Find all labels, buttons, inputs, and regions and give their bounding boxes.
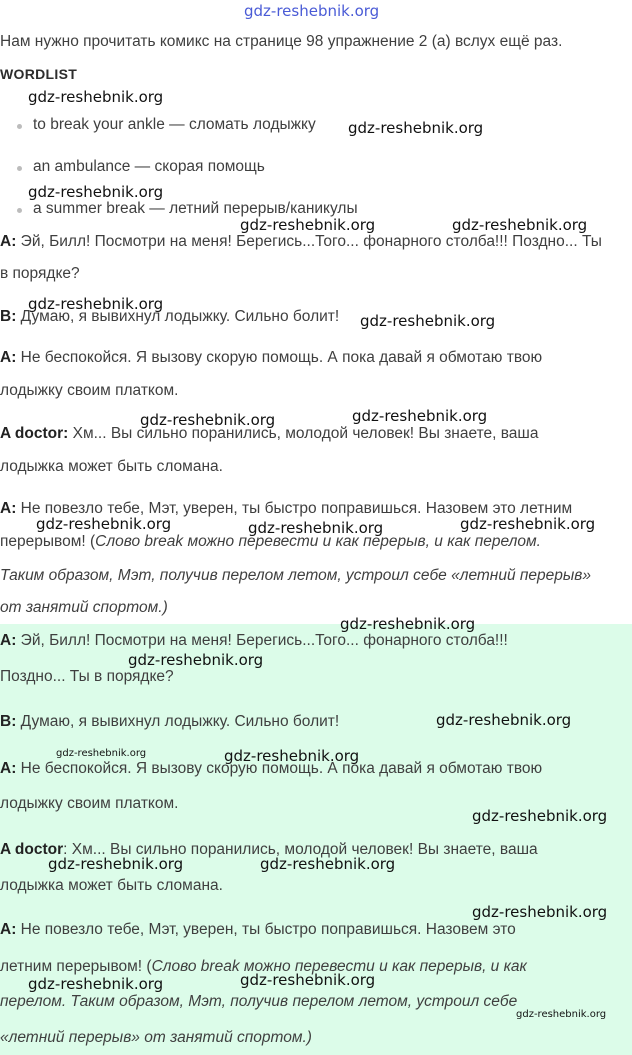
watermark: gdz-reshebnik.org xyxy=(516,1009,607,1020)
watermark: gdz-reshebnik.org xyxy=(28,975,164,993)
watermark: gdz-reshebnik.org xyxy=(460,515,596,533)
wordlist-item-2: an ambulance — скорая помощь xyxy=(33,158,265,175)
wordlist-heading: WORDLIST xyxy=(0,66,78,82)
dialogue1-doctor-line2: лодыжка может быть сломана. xyxy=(0,458,223,475)
line-text: Эй, Билл! Посмотри на меня! Берегись...Того... фонарного столба!!! Поздно... Ты xyxy=(20,233,602,250)
dialogue1-a3-line3: Таким образом, Мэт, получив перелом летом, устроил себе «летний перерыв» xyxy=(0,567,592,584)
watermark: gdz-reshebnik.org xyxy=(140,411,276,429)
dialogue1-a2-line1 xyxy=(0,349,542,367)
watermark: gdz-reshebnik.org xyxy=(240,216,376,234)
dialogue2-a3-line1 xyxy=(0,921,516,939)
line-text: Эй, Билл! Посмотри на меня! Берегись...Того... фонарного столба!!! xyxy=(20,632,508,649)
line-text: Не повезло тебе, Мэт, уверен, ты быстро поправишься. Назовем это xyxy=(20,921,516,938)
wordlist-item-3: a summer break — летний перерыв/каникулы xyxy=(33,200,358,217)
dialogue1-a2-line2: лодыжку своим платком. xyxy=(0,382,179,399)
speaker-label: A doctor xyxy=(0,841,64,858)
watermark: gdz-reshebnik.org xyxy=(56,748,147,759)
watermark: gdz-reshebnik.org xyxy=(248,519,384,537)
watermark: gdz-reshebnik.org xyxy=(352,407,488,425)
speaker-label: B: xyxy=(0,713,17,730)
speaker-label: A: xyxy=(0,500,17,517)
watermark: gdz-reshebnik.org xyxy=(340,615,476,633)
watermark: gdz-reshebnik.org xyxy=(128,651,264,669)
speaker-label: A doctor: xyxy=(0,425,69,442)
line-text: Думаю, я вывихнул лодыжку. Сильно болит! xyxy=(20,308,340,325)
speaker-colon: : xyxy=(63,841,68,858)
watermark: gdz-reshebnik.org xyxy=(472,903,608,921)
line-text: Хм... Вы сильно поранились, молодой человек! Вы знаете, ваша xyxy=(72,425,539,442)
line-text: Не беспокойся. Я вызову скорую помощь. А пока давай я обмотаю твою xyxy=(20,349,543,366)
watermark: gdz-reshebnik.org xyxy=(28,88,164,106)
dialogue2-b1 xyxy=(0,713,339,731)
watermark: gdz-reshebnik.org xyxy=(360,312,496,330)
dialogue1-a1-line2: в порядке? xyxy=(0,265,80,282)
watermark: gdz-reshebnik.org xyxy=(436,711,572,729)
speaker-label: A: xyxy=(0,921,17,938)
dialogue1-a3-line4: от занятий спортом.) xyxy=(0,599,168,616)
speaker-label: A: xyxy=(0,632,17,649)
watermark: gdz-reshebnik.org xyxy=(28,295,164,313)
speaker-label: A: xyxy=(0,233,17,250)
watermark: gdz-reshebnik.org xyxy=(36,515,172,533)
watermark: gdz-reshebnik.org xyxy=(28,183,164,201)
line-text: Думаю, я вывихнул лодыжку. Сильно болит! xyxy=(20,713,340,730)
dialogue2-a3-line3: перелом. Таким образом, Мэт, получив перелом летом, устроил себе xyxy=(0,993,518,1010)
speaker-label: A: xyxy=(0,349,17,366)
dialogue2-a3-line4 xyxy=(0,1029,312,1047)
wordlist-item-1: to break your ankle — сломать лодыжку xyxy=(33,116,316,133)
dialogue2-doctor-line2: лодыжка может быть сломана. xyxy=(0,877,223,894)
bullet-icon xyxy=(17,124,22,129)
dialogue2-a2-line2: лодыжку своим платком. xyxy=(0,795,179,812)
watermark: gdz-reshebnik.org xyxy=(240,971,376,989)
italic-note: «летний перерыв» xyxy=(0,1029,140,1046)
line-text: от занятий спортом.) xyxy=(139,1029,312,1046)
line-text: Хм... Вы сильно поранились, молодой человек! Вы знаете, ваша xyxy=(71,841,538,858)
speaker-label: A: xyxy=(0,760,17,777)
bullet-icon xyxy=(17,208,22,213)
watermark: gdz-reshebnik.org xyxy=(472,807,608,825)
watermark-top: gdz-reshebnik.org xyxy=(244,2,380,20)
italic-note: Слово break можно перевести и как перерыв, и как xyxy=(151,958,527,975)
intro-text: Нам нужно прочитать комикс на странице 98 упражнение 2 (а) вслух ещё раз. xyxy=(0,33,563,50)
dialogue2-a1-line2: Поздно... Ты в порядке? xyxy=(0,668,174,685)
italic-note: Слово break можно перевести и как перерыв, и как перелом. xyxy=(95,533,541,550)
watermark: gdz-reshebnik.org xyxy=(260,855,396,873)
line-text: Не повезло тебе, Мэт, уверен, ты быстро поправишься. Назовем это летним xyxy=(20,500,573,517)
bullet-icon xyxy=(17,166,22,171)
watermark: gdz-reshebnik.org xyxy=(48,855,184,873)
watermark: gdz-reshebnik.org xyxy=(348,119,484,137)
line-text: летним перерывом! ( xyxy=(0,958,152,975)
watermark: gdz-reshebnik.org xyxy=(452,216,588,234)
line-text: Не беспокойся. Я вызову скорую помощь. А пока давай я обмотаю твою xyxy=(20,760,543,777)
line-text: перерывом! ( xyxy=(0,533,96,550)
speaker-label: B: xyxy=(0,308,17,325)
dialogue1-a1-line1 xyxy=(0,233,602,251)
watermark: gdz-reshebnik.org xyxy=(224,747,360,765)
dialogue2-a1-line1 xyxy=(0,632,508,650)
